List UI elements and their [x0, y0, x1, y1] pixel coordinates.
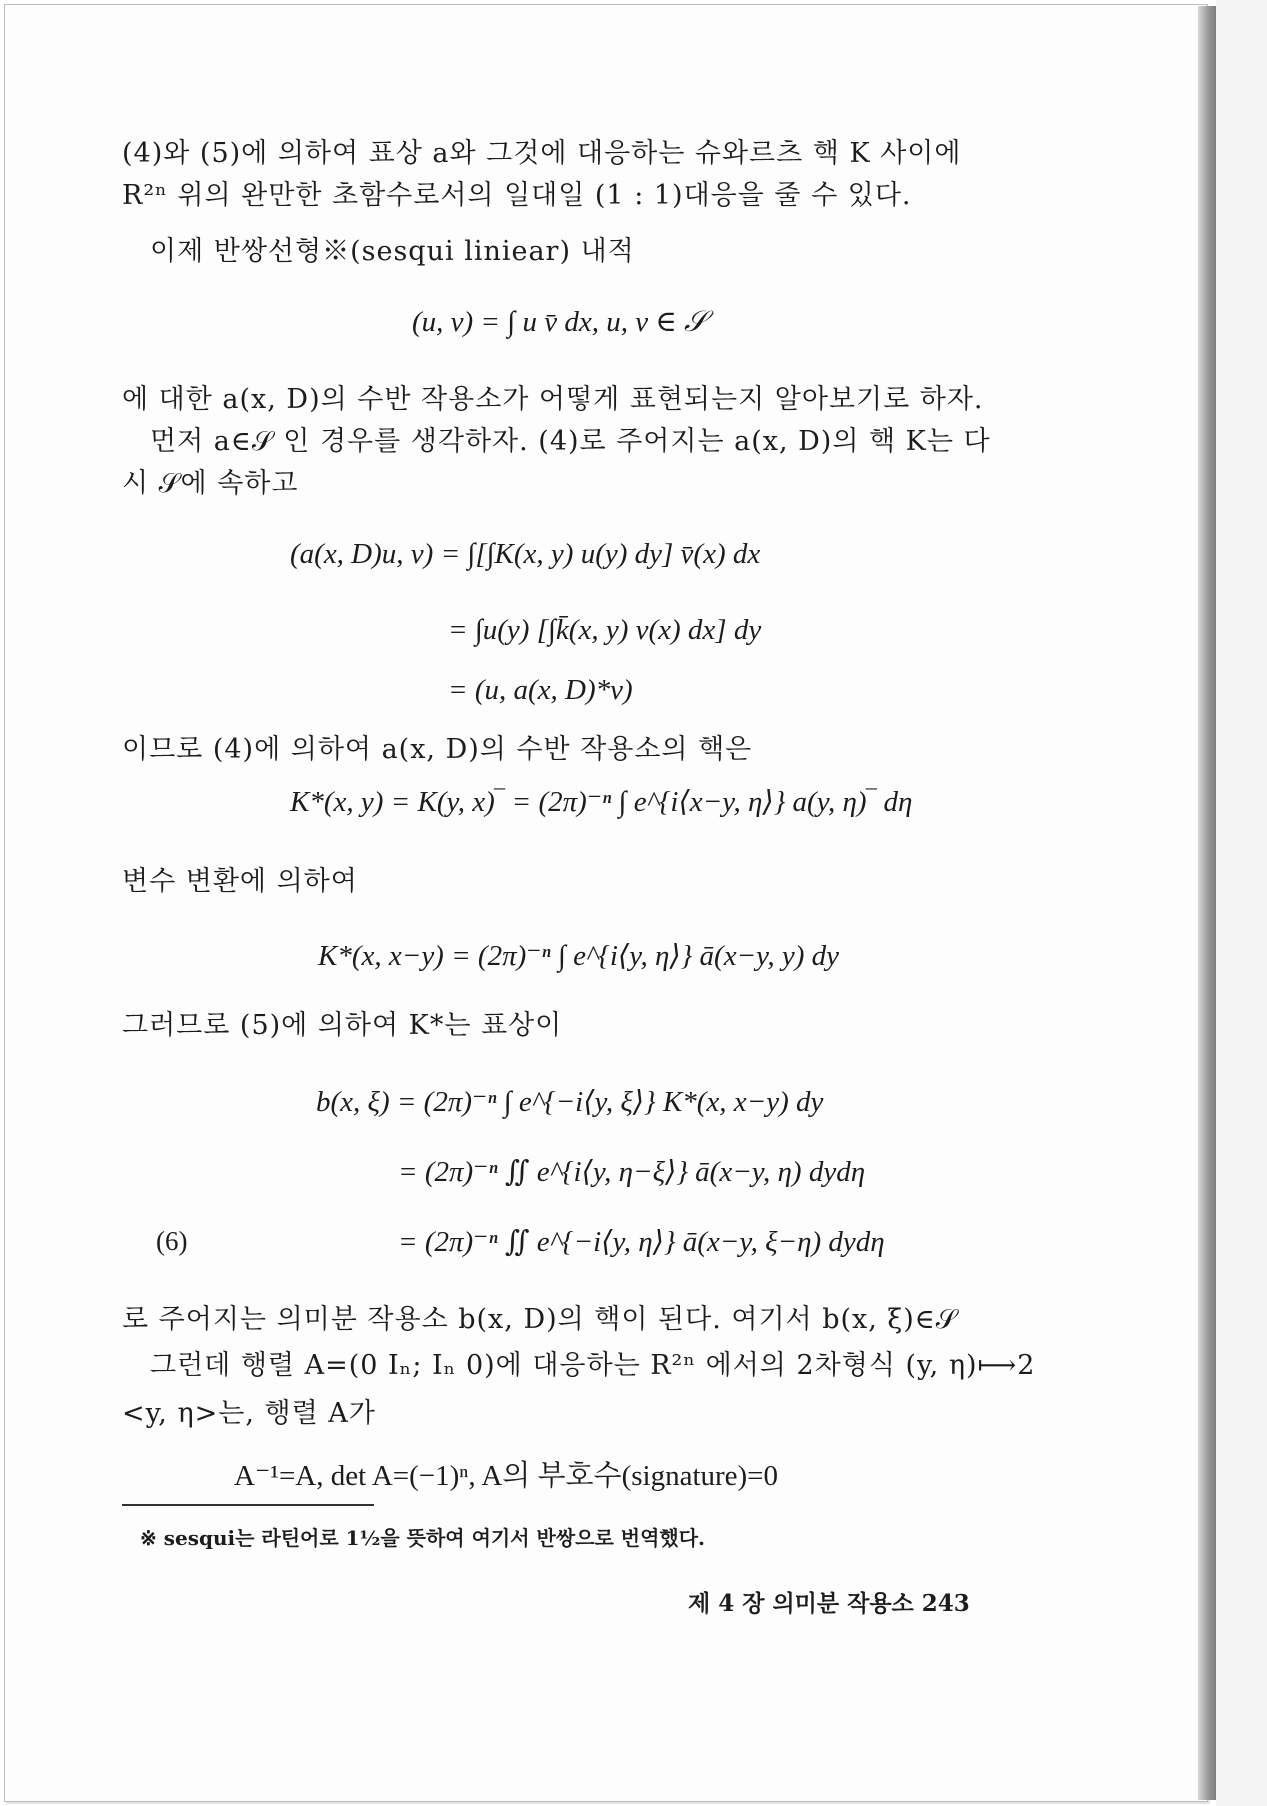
equation-symbol-1: b(x, ξ) = (2π)⁻ⁿ ∫ e^{−i⟨y, ξ⟩} K*(x, x−y) dy [316, 1086, 824, 1118]
paragraph-line: 변수 변환에 의하여 [122, 866, 358, 897]
paragraph-line: R²ⁿ 위의 완만한 초함수로서의 일대일 (1 : 1)대응을 줄 수 있다. [122, 180, 912, 211]
equation-adjoint-1: (a(x, D)u, v) = ∫[∫K(x, y) u(y) dy] v̄(x) dx [290, 538, 761, 570]
equation-adjoint-3: = (u, a(x, D)*v) [448, 674, 633, 706]
paragraph-line: <y, η>는, 행렬 A가 [122, 1398, 376, 1429]
paragraph-line: 로 주어지는 의미분 작용소 b(x, D)의 핵이 된다. 여기서 b(x, ξ)∈𝒮 [122, 1304, 958, 1335]
paragraph-line: 먼저 a∈𝒮 인 경우를 생각하자. (4)로 주어지는 a(x, D)의 핵 K는 다 [150, 426, 991, 457]
equation-symbol-2: = (2π)⁻ⁿ ∬ e^{i⟨y, η−ξ⟩} ā(x−y, η) dydη [398, 1156, 866, 1188]
equation-label: (6) [156, 1226, 188, 1256]
equation-adjoint-2: = ∫u(y) [∫k̄(x, y) v(x) dx] dy [448, 614, 762, 646]
equation-signature: A⁻¹=A, det A=(−1)ⁿ, A의 부호수(signature)=0 [234, 1460, 779, 1492]
equation-inner-product: (u, v) = ∫ u v̄ dx, u, v ∈ 𝒮 [412, 306, 707, 338]
footnote: ※ sesqui는 라틴어로 1½을 뜻하여 여기서 반쌍으로 번역했다. [140, 1526, 706, 1550]
paragraph-line: 그러므로 (5)에 의하여 K*는 표상이 [122, 1010, 563, 1041]
page-edge-shadow [1198, 6, 1216, 1800]
paragraph-line: 이제 반쌍선형※(sesqui liniear) 내적 [150, 236, 635, 267]
scan-margin [1216, 0, 1267, 1806]
footnote-rule [122, 1504, 374, 1506]
equation-kernel: K*(x, y) = K(y, x)‾ = (2π)⁻ⁿ ∫ e^{i⟨x−y, η⟩} a(y, η)‾ dη [290, 786, 913, 818]
equation-symbol-3: = (2π)⁻ⁿ ∬ e^{−i⟨y, η⟩} ā(x−y, ξ−η) dydη [398, 1226, 885, 1258]
paragraph-line: (4)와 (5)에 의하여 표상 a와 그것에 대응하는 슈와르츠 핵 K 사이에 [122, 138, 962, 169]
paragraph-line: 그런데 행렬 A=(0 Iₙ; Iₙ 0)에 대응하는 R²ⁿ 에서의 2차형식 (y, η)⟼2 [150, 1350, 1036, 1381]
paragraph-line: 이므로 (4)에 의하여 a(x, D)의 수반 작용소의 핵은 [122, 734, 753, 765]
equation-change-of-variables: K*(x, x−y) = (2π)⁻ⁿ ∫ e^{i⟨y, η⟩} ā(x−y, y) dy [318, 940, 840, 972]
paragraph-line: 에 대한 a(x, D)의 수반 작용소가 어떻게 표현되는지 알아보기로 하자. [122, 384, 984, 415]
paragraph-line: 시 𝒮에 속하고 [122, 468, 299, 499]
running-head: 제 4 장 의미분 작용소 243 [688, 1590, 970, 1617]
